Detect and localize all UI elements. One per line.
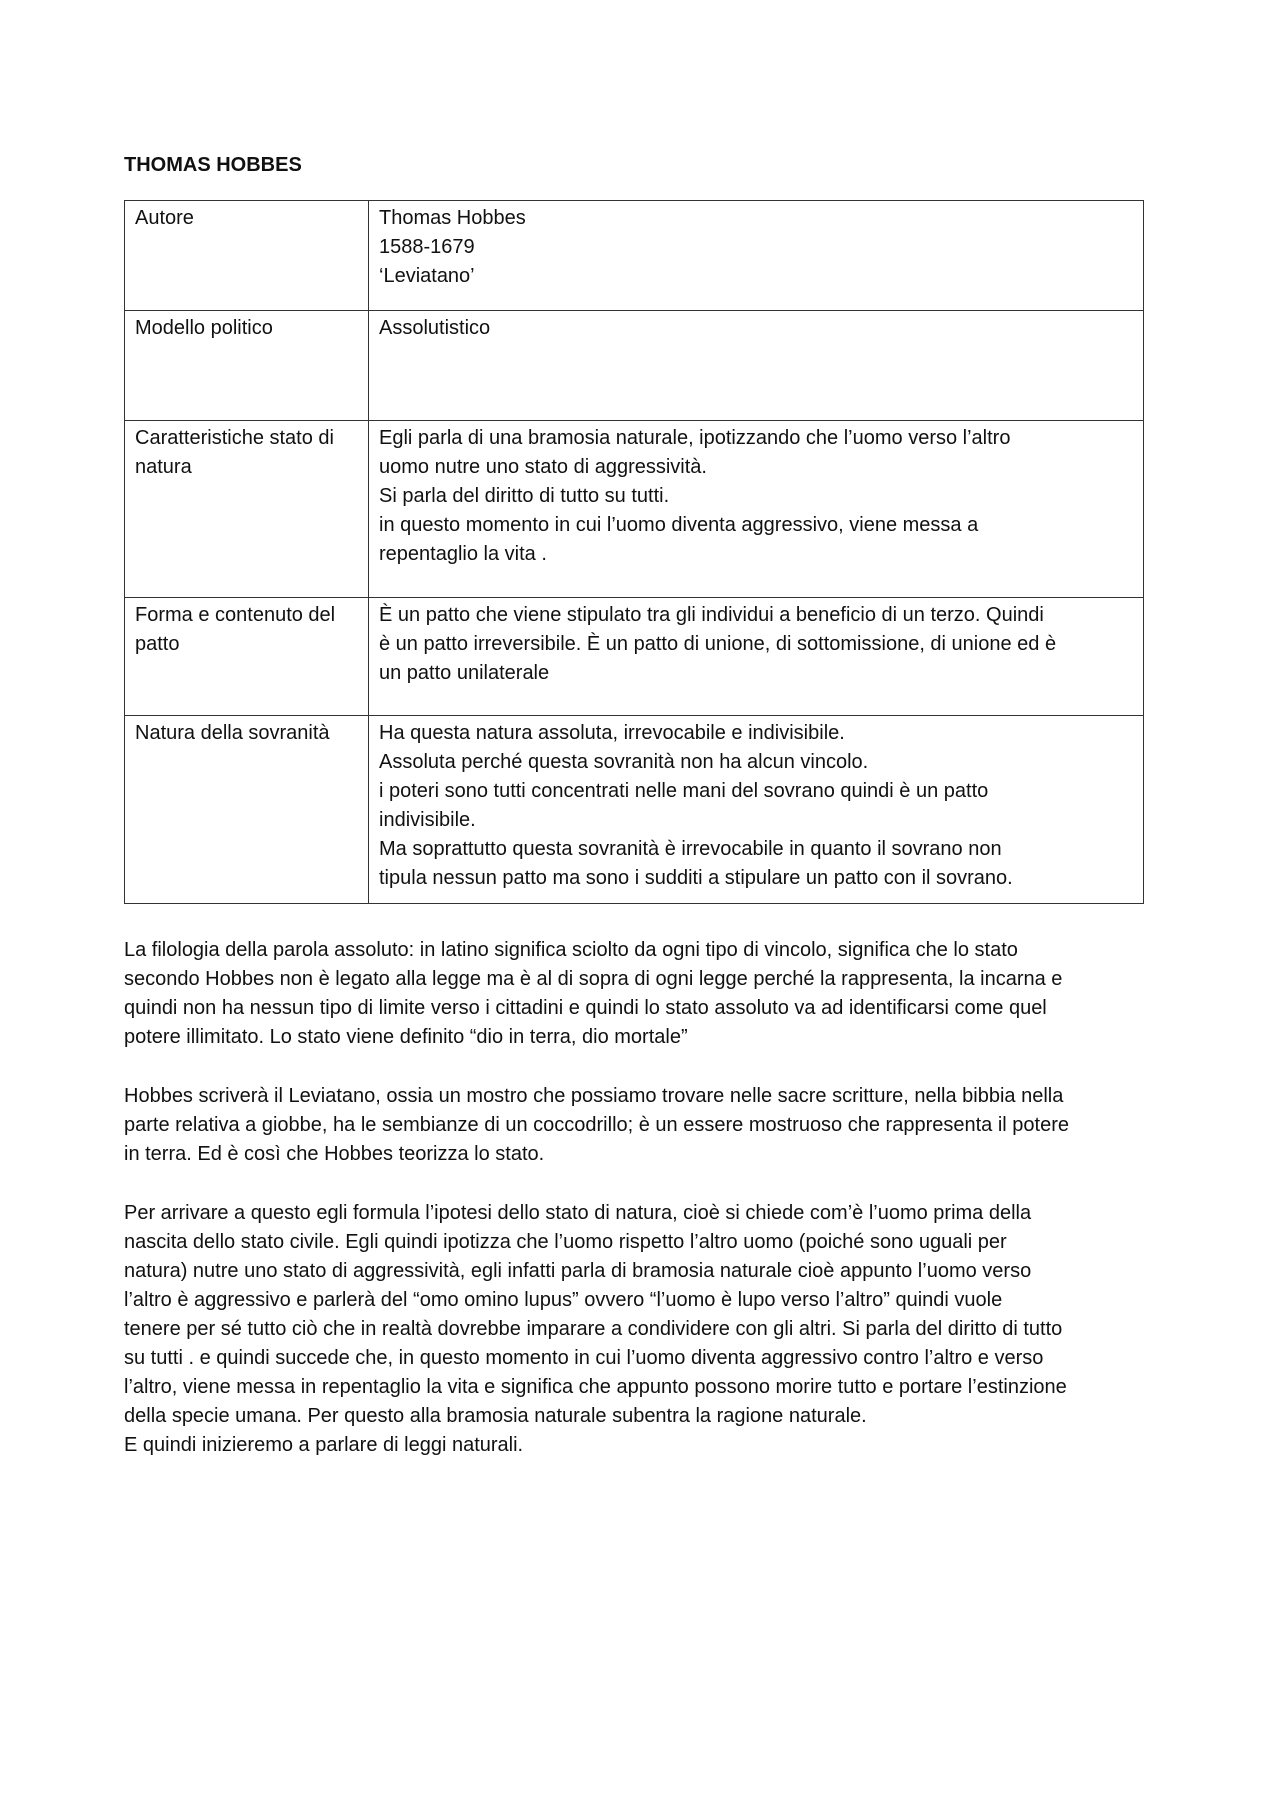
row-label-autore: Autore xyxy=(125,201,369,311)
row-value-natura-sovranita: Ha questa natura assoluta, irrevocabile e indivisibile. Assoluta perché questa sovranità non ha alcun vincolo. i poteri sono tutti concentrati nelle mani del sovrano quindi è un patto indivisibile. Ma soprattutto questa sovranità è irrevocabile in quanto il sovrano non tipula nessun patto ma sono i sudditi a stipulare un patto con il sovrano. xyxy=(369,716,1144,904)
table-row-natura-sovranita xyxy=(125,716,1144,904)
paragraph-leviatano: Hobbes scriverà il Leviatano, ossia un mostro che possiamo trovare nelle sacre scritture, nella bibbia nella parte relativa a giobbe, ha le sembianze di un coccodrillo; è un essere mostruoso che rappresenta il potere in terra. Ed è così che Hobbes teorizza lo stato. xyxy=(124,1085,1069,1165)
table-row-stato-di-natura xyxy=(125,421,1144,598)
paragraph-filologia: La filologia della parola assoluto: in latino significa sciolto da ogni tipo di vincolo, significa che lo stato secondo Hobbes non è legato alla legge ma è al di sopra di ogni legge perché la rappresenta, la incarna e quindi non ha nessun tipo di limite verso i cittadini e quindi lo stato assoluto va ad identificarsi come quel potere illimitato. Lo stato viene definito “dio in terra, dio mortale” xyxy=(124,939,1063,1048)
row-value-stato-di-natura: Egli parla di una bramosia naturale, ipotizzando che l’uomo verso l’altro uomo nutre uno stato di aggressività. Si parla del diritto di tutto su tutti. in questo momento in cui l’uomo diventa aggressivo, viene messa a repentaglio la vita . xyxy=(369,421,1144,598)
paragraph-stato-di-natura: Per arrivare a questo egli formula l’ipotesi dello stato di natura, cioè si chiede com’è l’uomo prima della nascita dello stato civile. Egli quindi ipotizza che l’uomo rispetto l’altro uomo (poiché sono uguali per natura) nutre uno stato di aggressività, egli infatti parla di bramosia naturale cioè appunto l’uomo verso l’altro è aggressivo e parlerà del “omo omino lupus” ovvero “l’uomo è lupo verso l’altro” quindi vuole tenere per sé tutto ciò che in realtà dovrebbe imparare a condividere con gli altri. Si parla del diritto di tutto su tutti . e quindi succede che, in questo momento in cui l’uomo diventa aggressivo contro l’altro e verso l’altro, viene messa in repentaglio la vita e significa che appunto possono morire tutto e portare l’estinzione della specie umana. Per questo alla bramosia naturale subentra la ragione naturale. E quindi inizieremo a parlare di leggi naturali. xyxy=(124,1202,1067,1456)
row-value-forma-patto: È un patto che viene stipulato tra gli individui a beneficio di un terzo. Quindi è un patto irreversibile. È un patto di unione, di sottomissione, di unione ed è un patto unilaterale xyxy=(369,598,1144,716)
row-label-forma-patto: Forma e contenuto del patto xyxy=(125,598,369,716)
row-label-natura-sovranita: Natura della sovranità xyxy=(125,716,369,904)
table-row-modello-politico xyxy=(125,311,1144,421)
table-row-forma-patto xyxy=(125,598,1144,716)
row-label-stato-di-natura: Caratteristiche stato di natura xyxy=(125,421,369,598)
summary-table xyxy=(124,200,1144,904)
row-value-autore: Thomas Hobbes 1588-1679 ‘Leviatano’ xyxy=(369,201,1144,311)
table-row-autore xyxy=(125,201,1144,311)
document-title: THOMAS HOBBES xyxy=(124,154,302,176)
row-value-modello-politico: Assolutistico xyxy=(369,311,1144,421)
row-label-modello-politico: Modello politico xyxy=(125,311,369,421)
document-page xyxy=(124,150,1164,1460)
